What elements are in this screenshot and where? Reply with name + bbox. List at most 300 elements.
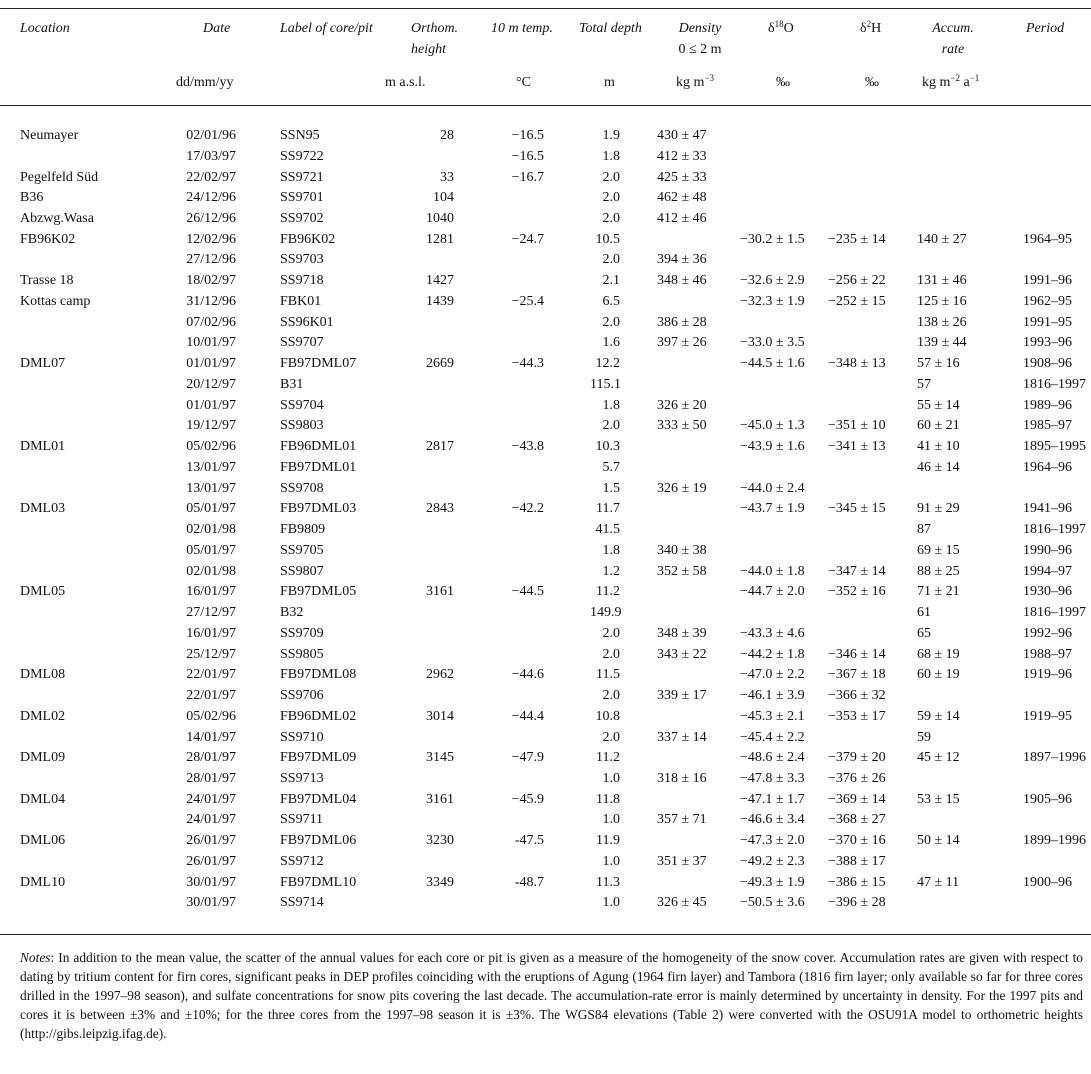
cell-d2h: −346 ± 14 — [828, 646, 886, 662]
cell-period: 1908–96 — [1023, 356, 1072, 372]
cell-temp: −24.7 — [511, 231, 544, 247]
cell-d18o: −44.5 ± 1.6 — [740, 356, 805, 372]
cell-d2h: −376 ± 26 — [828, 770, 886, 786]
cell-date: 26/01/97 — [186, 833, 236, 849]
cell-temp: -48.7 — [514, 874, 544, 890]
header-d2h-sup: 2 — [866, 19, 872, 29]
cell-accum: 140 ± 27 — [917, 231, 967, 247]
cell-loc: DML09 — [20, 750, 66, 766]
cell-height: 3349 — [426, 874, 454, 890]
cell-depth: 1.9 — [602, 128, 620, 143]
cell-depth: 10.3 — [595, 439, 620, 455]
cell-density: 348 ± 39 — [657, 625, 707, 641]
cell-d2h: −235 ± 14 — [828, 231, 886, 247]
cell-loc: DML10 — [20, 874, 66, 890]
notes-label: Notes — [20, 950, 51, 965]
cell-accum: 87 — [917, 522, 931, 538]
cell-depth: 2.0 — [602, 252, 620, 268]
cell-depth: 11.5 — [596, 667, 620, 683]
cell-d2h: −370 ± 16 — [828, 833, 886, 849]
cell-d18o: −44.0 ± 2.4 — [740, 480, 805, 496]
unit-d18o: ‰ — [776, 75, 790, 90]
cell-accum: 91 ± 29 — [917, 501, 960, 517]
cell-height: 2962 — [426, 667, 454, 683]
cell-label: SS9706 — [280, 688, 324, 703]
cell-date: 02/01/98 — [186, 522, 236, 538]
cell-label: SS9707 — [280, 335, 324, 351]
cell-temp: −43.8 — [511, 439, 544, 455]
cell-loc: DML03 — [20, 501, 66, 517]
cell-d18o: −47.3 ± 2.0 — [740, 833, 805, 849]
cell-temp: −44.3 — [511, 356, 544, 372]
cell-d18o: −30.2 ± 1.5 — [740, 231, 805, 247]
cell-depth: 1.2 — [602, 563, 620, 579]
cell-period: 1905–96 — [1023, 791, 1072, 807]
cell-d18o: −44.7 ± 2.0 — [740, 584, 805, 600]
cell-date: 22/01/97 — [186, 688, 236, 703]
header-d18o-sup: 18 — [774, 19, 784, 29]
cell-date: 01/01/97 — [186, 356, 236, 372]
cell-depth: 2.0 — [602, 625, 620, 641]
cell-density: 343 ± 22 — [657, 646, 707, 662]
cell-date: 24/01/97 — [186, 791, 236, 807]
cell-temp: −45.9 — [511, 791, 544, 807]
cell-date: 05/02/96 — [186, 708, 236, 724]
cell-temp: −47.9 — [511, 750, 544, 766]
cell-period: 1985–97 — [1023, 418, 1072, 434]
cell-accum: 71 ± 21 — [917, 584, 960, 600]
cell-density: 462 ± 48 — [657, 190, 707, 206]
cell-density: 326 ± 45 — [657, 895, 707, 911]
cell-date: 01/01/97 — [186, 397, 236, 413]
cell-label: SS9807 — [280, 563, 324, 579]
cell-density: 386 ± 28 — [657, 314, 707, 330]
cell-depth: 11.7 — [596, 501, 620, 517]
cell-d18o: −45.4 ± 2.2 — [740, 729, 805, 745]
cell-loc: DML08 — [20, 667, 66, 683]
cell-period: 1900–96 — [1023, 874, 1072, 890]
cell-temp: −44.6 — [511, 667, 544, 683]
cell-accum: 69 ± 15 — [917, 542, 960, 558]
cell-d18o: −32.3 ± 1.9 — [740, 293, 805, 309]
cell-label: SS9721 — [280, 169, 324, 185]
cell-label: SS9703 — [280, 252, 324, 268]
cell-depth: 115.1 — [590, 376, 621, 392]
cell-depth: 6.5 — [602, 293, 620, 309]
cell-depth: 41.5 — [595, 522, 620, 538]
cell-accum: 45 ± 12 — [917, 750, 960, 766]
cell-period: 1897–1996 — [1023, 750, 1086, 766]
cell-date: 20/12/97 — [186, 376, 236, 392]
cell-accum: 60 ± 19 — [917, 667, 960, 683]
cell-period: 1964–96 — [1023, 459, 1072, 475]
cell-date: 16/01/97 — [186, 584, 236, 600]
cell-depth: 1.8 — [602, 397, 620, 413]
cell-date: 27/12/96 — [186, 252, 236, 268]
cell-label: SS9712 — [280, 853, 324, 869]
cell-depth: 1.0 — [602, 770, 620, 786]
cell-label: FB97DML09 — [280, 750, 357, 766]
header-rule — [0, 105, 1091, 106]
cell-date: 26/12/96 — [186, 211, 236, 226]
cell-density: 357 ± 71 — [657, 812, 707, 828]
cell-loc: DML01 — [20, 439, 66, 455]
cell-height: 104 — [433, 190, 454, 206]
header-d2h: $\delta^2H$ — [860, 19, 882, 36]
cell-height: 1439 — [426, 293, 454, 309]
cell-d2h: −379 ± 20 — [828, 750, 886, 766]
cell-height: 28 — [440, 128, 454, 143]
cell-depth: 2.1 — [602, 273, 620, 289]
cell-label: FB96K02 — [280, 231, 336, 247]
cell-label: SS9718 — [280, 273, 324, 289]
cell-accum: 59 ± 14 — [917, 708, 960, 724]
cell-label: FB97DML10 — [280, 874, 357, 890]
cell-d18o: −50.5 ± 3.6 — [740, 895, 805, 911]
cell-label: SS9709 — [280, 625, 324, 641]
unit-density — [676, 74, 714, 92]
top-rule — [0, 8, 1091, 9]
cell-d18o: −47.8 ± 3.3 — [740, 770, 805, 786]
cell-date: 27/12/97 — [186, 605, 236, 620]
cell-accum: 65 — [917, 625, 931, 641]
cell-height: 3230 — [426, 833, 454, 849]
cell-date: 13/01/97 — [186, 459, 236, 475]
cell-label: B32 — [280, 605, 304, 620]
cell-loc: DML04 — [20, 791, 66, 807]
cell-d18o: −45.3 ± 2.1 — [740, 708, 805, 724]
cell-loc: Pegelfeld Süd — [20, 169, 99, 185]
cell-label: FB97DML08 — [280, 667, 357, 683]
cell-density: 348 ± 46 — [657, 273, 707, 289]
cell-depth: 10.8 — [595, 708, 620, 724]
cell-label: SS96K01 — [280, 314, 334, 330]
header-date: Date — [203, 21, 231, 36]
cell-label: SS9711 — [280, 812, 324, 828]
cell-date: 22/01/97 — [186, 667, 236, 683]
cell-date: 24/12/96 — [186, 190, 236, 206]
cell-d2h: −367 ± 18 — [828, 667, 886, 683]
cell-density: 326 ± 20 — [657, 397, 707, 413]
unit-accum-mid: a — [959, 75, 970, 90]
cell-label: SS9702 — [280, 211, 324, 226]
cell-height: 1427 — [426, 273, 454, 289]
cell-temp: −16.5 — [511, 128, 544, 143]
unit-accum-sup2: −1 — [969, 73, 980, 83]
cell-height: 2669 — [426, 356, 454, 372]
cell-density: 318 ± 16 — [657, 770, 707, 786]
cell-accum: 131 ± 46 — [917, 273, 967, 289]
cell-label: FB96DML02 — [280, 708, 357, 724]
cell-d18o: −47.0 ± 2.2 — [740, 667, 805, 683]
cell-d18o: −43.7 ± 1.9 — [740, 501, 805, 517]
cell-loc: DML02 — [20, 708, 66, 724]
cell-date: 18/02/97 — [186, 273, 236, 289]
cell-label: SS9705 — [280, 542, 324, 558]
cell-d2h: −396 ± 28 — [828, 895, 886, 911]
cell-label: SS9713 — [280, 770, 324, 786]
cell-label: FB97DML05 — [280, 584, 357, 600]
cell-density: 340 ± 38 — [657, 542, 707, 558]
cell-label: SSN95 — [280, 128, 320, 143]
cell-label: FB97DML04 — [280, 791, 357, 807]
cell-depth: 2.0 — [602, 729, 620, 745]
cell-height: 33 — [440, 169, 454, 185]
cell-height: 2843 — [426, 501, 454, 517]
unit-depth: m — [604, 75, 615, 90]
cell-period: 1919–96 — [1023, 667, 1072, 683]
cell-loc: DML07 — [20, 356, 66, 372]
cell-d18o: −43.3 ± 4.6 — [740, 625, 805, 641]
cell-temp: -47.5 — [514, 833, 544, 849]
cell-label: FBK01 — [280, 293, 322, 309]
cell-period: 1816–1997 — [1023, 605, 1086, 620]
cell-accum: 61 — [917, 605, 931, 620]
cell-date: 17/03/97 — [186, 148, 236, 164]
cell-period: 1941–96 — [1023, 501, 1072, 517]
cell-label: FB97DML03 — [280, 501, 357, 517]
bottom-rule — [0, 934, 1091, 935]
cell-accum: 41 ± 10 — [917, 439, 960, 455]
cell-date: 28/01/97 — [186, 750, 236, 766]
cell-date: 02/01/96 — [186, 128, 236, 143]
header-d2h-text: H — [871, 21, 882, 36]
cell-period: 1994–97 — [1023, 563, 1072, 579]
cell-label: FB97DML06 — [280, 833, 357, 849]
cell-density: 430 ± 47 — [657, 128, 707, 143]
cell-accum: 47 ± 11 — [917, 874, 960, 890]
cell-height: 3014 — [426, 708, 454, 724]
cell-d18o: −49.2 ± 2.3 — [740, 853, 805, 869]
unit-density-text: kg m — [676, 75, 705, 90]
header-density — [660, 18, 740, 60]
cell-depth: 1.5 — [602, 480, 620, 496]
cell-label: B31 — [280, 376, 304, 392]
cell-date: 30/01/97 — [186, 874, 236, 890]
cell-period: 1990–96 — [1023, 542, 1072, 558]
cell-temp: −44.5 — [511, 584, 544, 600]
cell-period: 1816–1997 — [1023, 522, 1086, 538]
cell-depth: 2.0 — [602, 314, 620, 330]
cell-period: 1895–1995 — [1023, 439, 1086, 455]
cell-density: 352 ± 58 — [657, 563, 707, 579]
cell-depth: 12.2 — [595, 356, 620, 372]
cell-loc: Abzwg.Wasa — [20, 211, 94, 226]
cell-date: 28/01/97 — [186, 770, 236, 786]
cell-loc: B36 — [20, 190, 44, 206]
cell-d2h: −388 ± 17 — [828, 853, 886, 869]
cell-period: 1962–95 — [1023, 293, 1072, 309]
cell-d18o: −46.1 ± 3.9 — [740, 688, 805, 703]
cell-date: 05/01/97 — [186, 501, 236, 517]
cell-loc: Trasse 18 — [20, 273, 74, 289]
cell-density: 351 ± 37 — [657, 853, 707, 869]
cell-period: 1899–1996 — [1023, 833, 1086, 849]
cell-date: 22/02/97 — [186, 169, 236, 185]
cell-accum: 57 — [917, 376, 931, 392]
cell-height: 3161 — [426, 584, 454, 600]
cell-height: 1281 — [426, 231, 454, 247]
cell-loc: Neumayer — [20, 128, 79, 143]
cell-d2h: −352 ± 16 — [828, 584, 886, 600]
cell-d2h: −353 ± 17 — [828, 708, 886, 724]
cell-period: 1991–96 — [1023, 273, 1072, 289]
cell-depth: 1.8 — [602, 148, 620, 164]
unit-temp: °C — [516, 75, 531, 90]
header-height — [411, 18, 458, 60]
cell-date: 05/02/96 — [186, 439, 236, 455]
cell-loc: FB96K02 — [20, 231, 76, 247]
header-label: Label of core/pit — [280, 21, 373, 36]
header-density-line1: Density — [678, 21, 722, 36]
cell-date: 25/12/97 — [186, 646, 236, 662]
cell-accum: 138 ± 26 — [917, 314, 967, 330]
cell-label: SS9805 — [280, 646, 324, 662]
unit-date: dd/mm/yy — [176, 75, 234, 90]
unit-height: m a.s.l. — [385, 75, 426, 90]
cell-label: SS9701 — [280, 190, 324, 206]
cell-accum: 88 ± 25 — [917, 563, 960, 579]
header-period: Period — [1026, 21, 1065, 36]
cell-depth: 5.7 — [602, 459, 620, 475]
cell-density: 397 ± 26 — [657, 335, 707, 351]
cell-label: FB97DML01 — [280, 459, 357, 475]
cell-date: 30/01/97 — [186, 895, 236, 911]
cell-d2h: −348 ± 13 — [828, 356, 886, 372]
header-density-line2: 0 ≤ 2 m — [678, 42, 722, 57]
cell-period: 1989–96 — [1023, 397, 1072, 413]
cell-depth: 11.9 — [596, 833, 620, 849]
cell-label: SS9722 — [280, 148, 324, 164]
cell-d2h: −341 ± 13 — [828, 439, 886, 455]
cell-d2h: −252 ± 15 — [828, 293, 886, 309]
cell-density: 333 ± 50 — [657, 418, 707, 434]
cell-density: 339 ± 17 — [657, 688, 707, 703]
cell-period: 1964–95 — [1023, 231, 1072, 247]
cell-period: 1992–96 — [1023, 625, 1072, 641]
cell-label: SS9714 — [280, 895, 324, 911]
cell-d18o: −49.3 ± 1.9 — [740, 874, 805, 890]
cell-date: 05/01/97 — [186, 542, 236, 558]
cell-date: 19/12/97 — [186, 418, 236, 434]
unit-d2h: ‰ — [865, 75, 879, 90]
cell-depth: 2.0 — [602, 211, 620, 226]
cell-height: 3161 — [426, 791, 454, 807]
cell-period: 1930–96 — [1023, 584, 1072, 600]
cell-accum: 125 ± 16 — [917, 293, 967, 309]
cell-depth: 10.5 — [595, 231, 620, 247]
cell-accum: 46 ± 14 — [917, 459, 960, 475]
cell-d2h: −347 ± 14 — [828, 563, 886, 579]
unit-accum — [922, 74, 979, 92]
cell-label: SS9710 — [280, 729, 324, 745]
cell-date: 12/02/96 — [186, 231, 236, 247]
cell-period: 1991–95 — [1023, 314, 1072, 330]
header-location: Location — [20, 21, 70, 36]
cell-depth: 1.0 — [602, 895, 620, 911]
cell-accum: 59 — [917, 729, 931, 745]
header-accum — [920, 18, 986, 60]
header-accum-line2: rate — [941, 42, 965, 57]
header-d18o: $\delta^{18}O$ — [768, 19, 794, 36]
cell-d18o: −43.9 ± 1.6 — [740, 439, 805, 455]
cell-depth: 11.2 — [596, 584, 620, 600]
cell-height: 1040 — [426, 211, 454, 226]
cell-accum: 139 ± 44 — [917, 335, 967, 351]
header-accum-line1: Accum. — [932, 21, 974, 36]
header-temp: 10 m temp. — [491, 21, 553, 36]
cell-depth: 11.8 — [596, 791, 620, 807]
cell-date: 14/01/97 — [186, 729, 236, 745]
cell-d18o: −44.2 ± 1.8 — [740, 646, 805, 662]
notes-text: : In addition to the mean value, the scatter of the annual values for each core or pit is given as a measure of the homogeneity of the snow cover. Accumulation rates are given with respect to dating by tritium content for firn cores, significant peaks in DEP profiles coinciding with the eruptions of Agung (1964 firn layer) and Tambora (1816 firn layer; only available so far for three cores drilled in the 1997–98 season), and sulfate concentrations for snow pits covering the last decade. The accumulation-rate error is mainly determined by uncertainty in density. For the 1997 pits and cores it is between ±3% and ±10%; for the three cores from the 1997–98 season it is ±3%. The WGS84 elevations (Table 2) were converted with the OSU91A model to orthometric heights (http://gibs.leipzig.ifag.de). — [20, 950, 1083, 1041]
cell-d2h: −386 ± 15 — [828, 874, 886, 890]
header-height-line1: Orthom. — [411, 21, 459, 36]
cell-d2h: −345 ± 15 — [828, 501, 886, 517]
cell-d18o: −44.0 ± 1.8 — [740, 563, 805, 579]
unit-density-sup: −3 — [704, 73, 714, 83]
cell-density: 337 ± 14 — [657, 729, 707, 745]
cell-date: 10/01/97 — [186, 335, 236, 351]
cell-date: 31/12/96 — [186, 293, 236, 309]
cell-d18o: −48.6 ± 2.4 — [740, 750, 805, 766]
cell-label: SS9803 — [280, 418, 324, 434]
cell-temp: −42.2 — [511, 501, 544, 517]
cell-d18o: −45.0 ± 1.3 — [740, 418, 805, 434]
cell-date: 24/01/97 — [186, 812, 236, 828]
cell-density: 394 ± 36 — [657, 252, 707, 268]
cell-depth: 2.0 — [602, 688, 620, 703]
cell-loc: DML05 — [20, 584, 66, 600]
cell-date: 07/02/96 — [186, 314, 236, 330]
cell-label: FB96DML01 — [280, 439, 357, 455]
unit-accum-sup1: −2 — [950, 73, 960, 83]
cell-d2h: −351 ± 10 — [828, 418, 886, 434]
cell-temp: −16.7 — [511, 169, 544, 185]
cell-d18o: −47.1 ± 1.7 — [740, 791, 805, 807]
cell-depth: 11.3 — [596, 874, 620, 890]
cell-accum: 53 ± 15 — [917, 791, 960, 807]
cell-density: 412 ± 46 — [657, 211, 707, 226]
cell-accum: 68 ± 19 — [917, 646, 960, 662]
cell-density: 412 ± 33 — [657, 148, 707, 164]
cell-depth: 11.2 — [596, 750, 620, 766]
cell-d18o: −33.0 ± 3.5 — [740, 335, 805, 351]
cell-label: SS9704 — [280, 397, 324, 413]
cell-period: 1919–95 — [1023, 708, 1072, 724]
cell-loc: Kottas camp — [20, 293, 91, 309]
cell-depth: 1.0 — [602, 853, 620, 869]
cell-loc: DML06 — [20, 833, 66, 849]
unit-accum-text: kg m — [922, 75, 951, 90]
cell-period: 1993–96 — [1023, 335, 1072, 351]
cell-d18o: −46.6 ± 3.4 — [740, 812, 805, 828]
cell-accum: 60 ± 21 — [917, 418, 960, 434]
cell-d2h: −369 ± 14 — [828, 791, 886, 807]
cell-label: FB97DML07 — [280, 356, 357, 372]
cell-temp: −25.4 — [511, 293, 544, 309]
table-notes — [20, 948, 1083, 1043]
cell-depth: 1.6 — [602, 335, 620, 351]
cell-accum: 55 ± 14 — [917, 397, 960, 413]
cell-depth: 149.9 — [590, 605, 622, 620]
cell-accum: 57 ± 16 — [917, 356, 960, 372]
cell-d18o: −32.6 ± 2.9 — [740, 273, 805, 289]
cell-date: 16/01/97 — [186, 625, 236, 641]
cell-depth: 1.8 — [602, 542, 620, 558]
cell-density: 326 ± 19 — [657, 480, 707, 496]
cell-d2h: −366 ± 32 — [828, 688, 886, 703]
